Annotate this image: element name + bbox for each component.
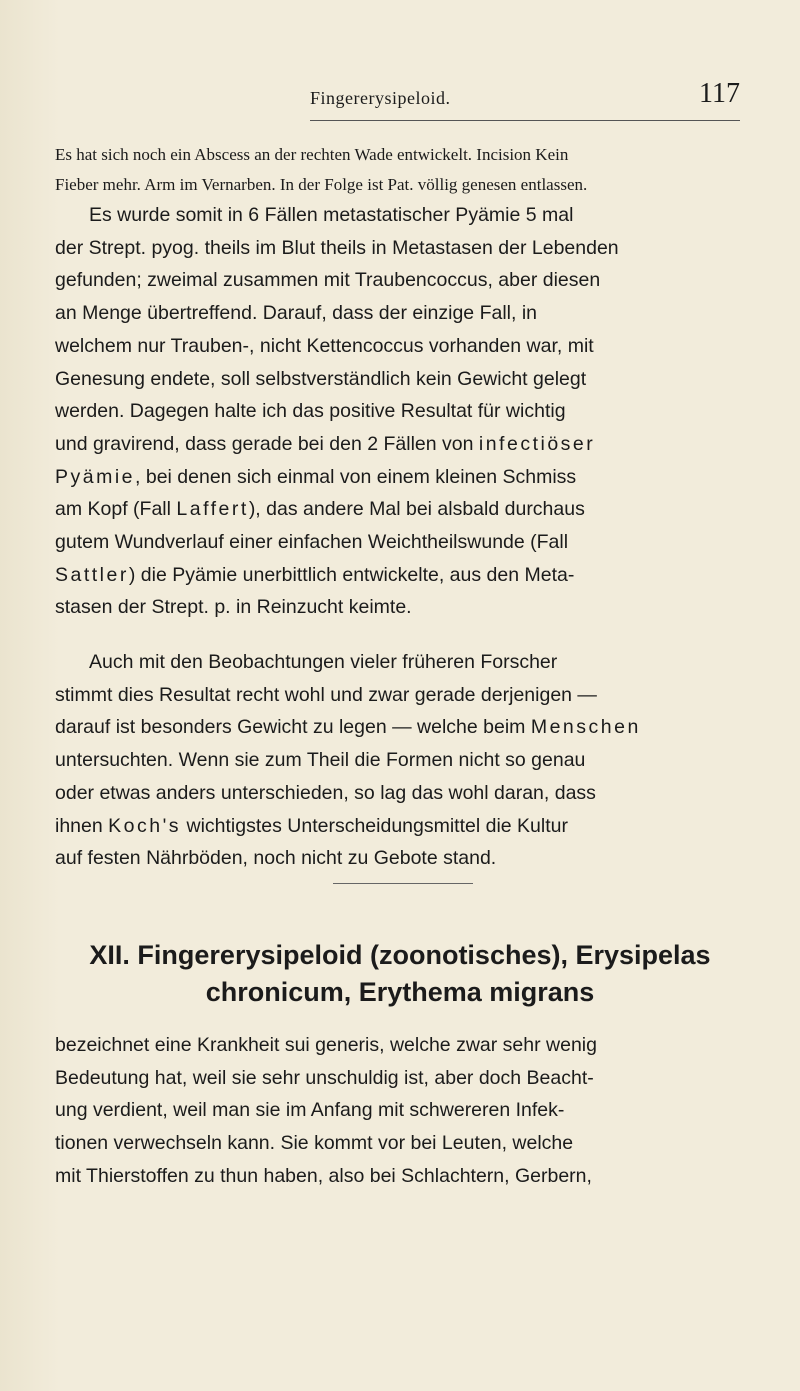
- text-line: stasen der Strept. p. in Reinzucht keimte.: [55, 596, 412, 619]
- emphasis-sattler: Sattler: [55, 563, 129, 586]
- paragraph-2: [55, 646, 743, 875]
- text-run: am Kopf (Fall: [55, 498, 177, 521]
- running-header: [310, 78, 740, 118]
- case-note-line: Es hat sich noch ein Abscess an der rechten Wade entwickelt. Incision Kein: [55, 145, 569, 164]
- text-line: oder etwas anders unterschieden, so lag das wohl daran, dass: [55, 781, 596, 804]
- text-line: Auch mit den Beobachtungen vieler früheren Forscher: [89, 651, 558, 673]
- text-line: Genesung endete, soll selbstverständlich kein Gewicht gelegt: [55, 367, 587, 390]
- case-note-line: Fieber mehr. Arm im Vernarben. In der Folge ist Pat. völlig genesen entlassen.: [55, 175, 588, 194]
- text-line: welchem nur Trauben-, nicht Kettencoccus vorhanden war, mit: [55, 334, 594, 357]
- paragraph-3: [55, 1029, 743, 1193]
- text-line: [55, 493, 743, 526]
- text-line: stimmt dies Resultat recht wohl und zwar gerade derjenigen —: [55, 683, 597, 706]
- emphasis-koch: Koch's: [108, 814, 182, 837]
- text-line: der Strept. pyog. theils im Blut theils in Metastasen der Lebenden: [55, 236, 619, 259]
- page-number: 117: [699, 78, 740, 109]
- text-line: an Menge übertreffend. Darauf, dass der einzige Fall, in: [55, 302, 538, 325]
- text-run: wichtigstes Unterscheidungsmittel die Kultur: [181, 814, 568, 837]
- text-run: ), das andere Mal bei alsbald durchaus: [248, 498, 585, 521]
- text-line: tionen verwechseln kann. Sie kommt vor bei Leuten, welche: [55, 1132, 574, 1155]
- text-run: darauf ist besonders Gewicht zu legen — welche beim: [55, 716, 531, 739]
- text-line: untersuchten. Wenn sie zum Theil die Formen nicht so genau: [55, 749, 586, 772]
- header-rule: [310, 120, 740, 121]
- emphasis-pyaemie: Pyämie: [55, 465, 136, 488]
- text-line: [55, 559, 743, 592]
- section-heading: [55, 937, 745, 1011]
- text-line: ung verdient, weil man sie im Anfang mit schwereren Infek-: [55, 1099, 565, 1122]
- text-line: gutem Wundverlauf einer einfachen Weichtheilswunde (Fall: [55, 531, 569, 554]
- text-run: und gravirend, dass gerade bei den 2 Fällen von: [55, 432, 479, 455]
- section-heading-line: XII. Fingererysipeloid (zoonotisches), Erysipelas: [89, 940, 711, 970]
- text-line: [55, 461, 743, 494]
- text-line: bezeichnet eine Krankheit sui generis, welche zwar sehr wenig: [55, 1034, 597, 1056]
- emphasis-laffert: Laffert: [176, 498, 249, 521]
- text-line: [55, 810, 743, 843]
- section-divider: [333, 883, 473, 884]
- text-line: mit Thierstoffen zu thun haben, also bei Schlachtern, Gerbern,: [55, 1164, 592, 1187]
- text-run: , bei denen sich einmal von einem kleinen Schmiss: [135, 465, 577, 488]
- text-line: [55, 711, 743, 744]
- text-line: werden. Dagegen halte ich das positive Resultat für wichtig: [55, 400, 566, 423]
- section-heading-line: chronicum, Erythema migrans: [205, 977, 595, 1007]
- emphasis-infectioeser: infectiöser: [478, 432, 596, 455]
- text-line: [55, 428, 743, 461]
- text-run: ) die Pyämie unerbittlich entwickelte, aus den Meta-: [128, 563, 575, 586]
- text-line: Es wurde somit in 6 Fällen metastatischer Pyämie 5 mal: [89, 204, 574, 226]
- text-run: ihnen: [55, 814, 109, 837]
- emphasis-menschen: Menschen: [530, 716, 641, 739]
- text-line: gefunden; zweimal zusammen mit Traubencoccus, aber diesen: [55, 269, 601, 292]
- text-line: auf festen Nährböden, noch nicht zu Gebote stand.: [55, 847, 497, 870]
- case-note: [55, 140, 740, 200]
- paragraph-1: [55, 199, 743, 624]
- running-title: Fingererysipeloid.: [310, 88, 451, 108]
- text-line: Bedeutung hat, weil sie sehr unschuldig ist, aber doch Beacht-: [55, 1066, 594, 1089]
